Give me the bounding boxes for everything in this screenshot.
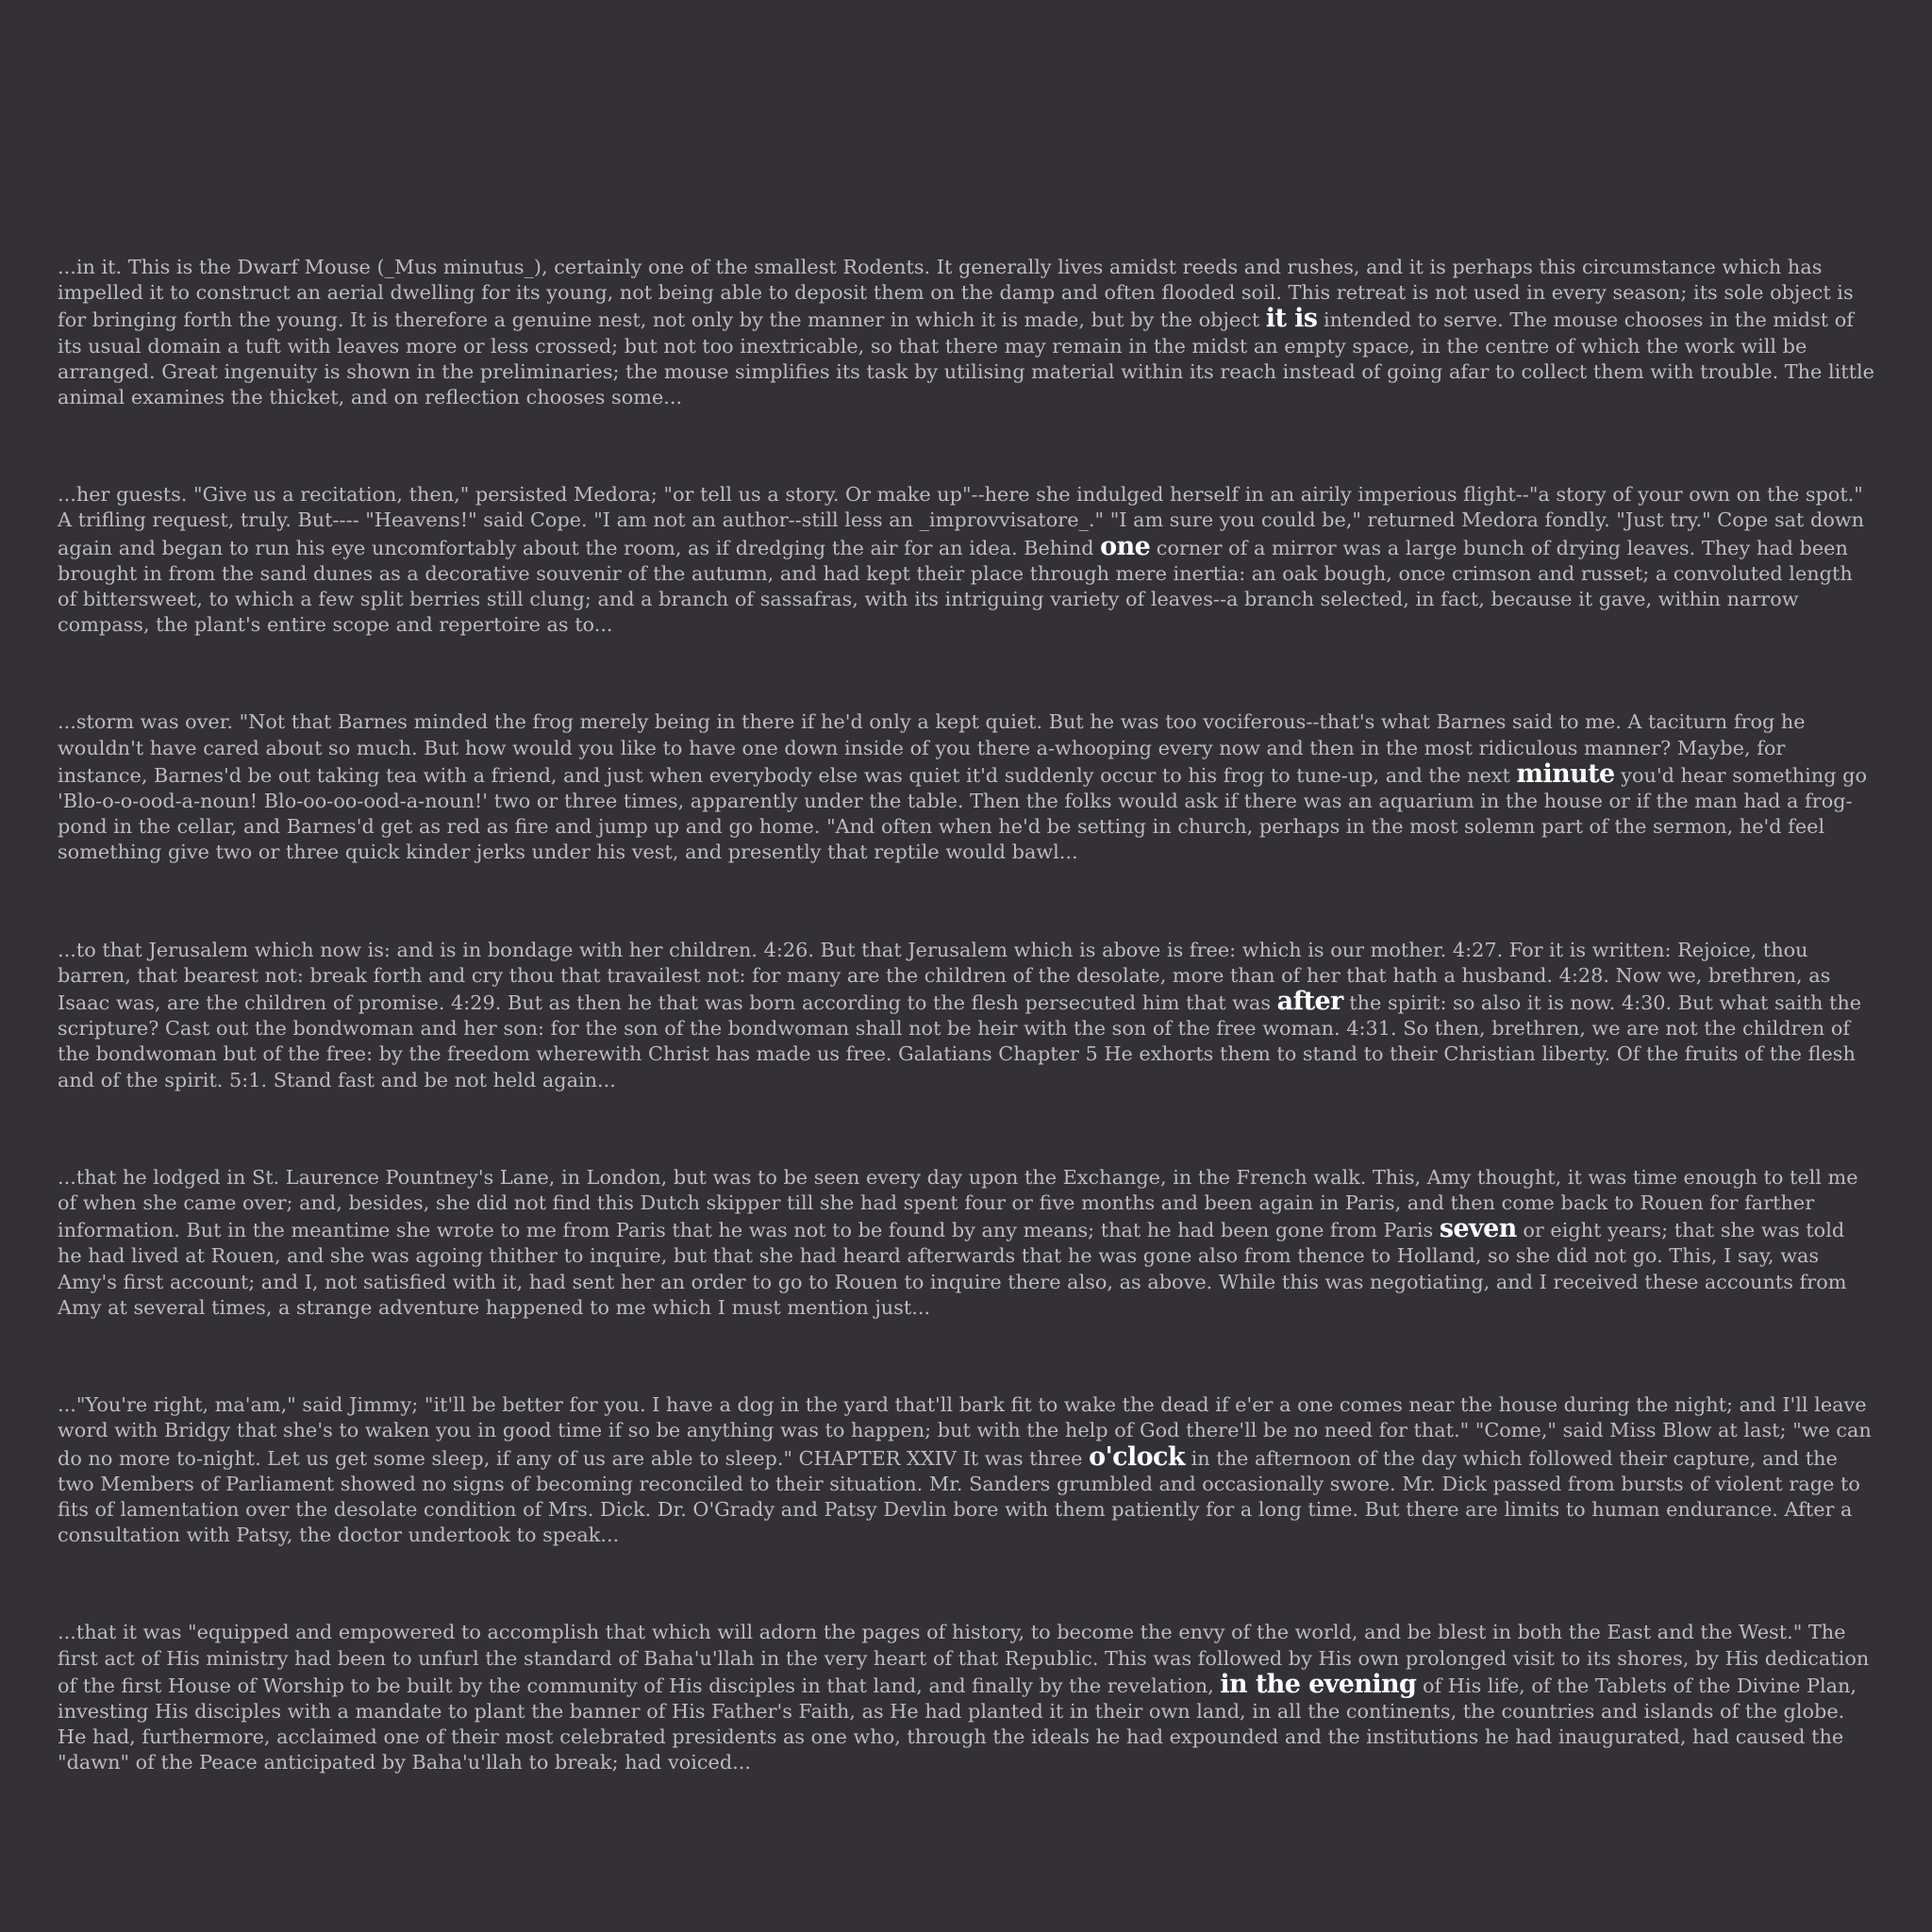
highlighted-phrase: one	[1100, 531, 1151, 561]
passage-list	[58, 255, 1874, 1848]
passage-text-before: ...to that Jerusalem which now is: and is in bondage with her children. 4:26. But that Jerusalem which is above is free: which is our mother. 4:27. For it is written: Rejoice, thou barren, that bearest not: break forth and cry thou that travailest not: for many are the children of the desolate, more than of her that hath a husband. 4:28. Now we, brethren, as Isaac was, are the children of promise. 4:29. But as then he that was born according to the flesh persecuted him that was	[58, 938, 1831, 1015]
highlighted-phrase: seven	[1439, 1214, 1517, 1244]
passage	[58, 1165, 1874, 1321]
passage-text-before: ...that it was "equipped and empowered to accomplish that which will adorn the pages of history, to become the envy of the world, and be blest in both the East and the West." The first act of His ministry had been to unfurl the standard of Baha'u'llah in the very heart of that Republic. This was followed by His own prolonged visit to its shores, by His dedication of the first House of Worship to be built by the community of His disciples in that land, and finally by the revelation,	[58, 1621, 1870, 1697]
passage-text-after: the spirit: so also it is now. 4:30. But what saith the scripture? Cast out the bondwoman and her son: for the son of the bondwoman shall not be heir with the son of the free woman. 4:31. So then, brethren, we are not the children of the bondwoman but of the free: by the freedom wherewith Christ has made us free. Galatians Chapter 5 He exhorts them to stand to their Christian liberty. Of the fruits of the flesh and of the spirit. 5:1. Stand fast and be not held again...	[58, 991, 1862, 1091]
passage-text-before: ..."You're right, ma'am," said Jimmy; "it'll be better for you. I have a dog in the yard that'll bark fit to wake the dead if e'er a one comes near the house during the night; and I'll leave word with Bridgy that she's to waken you in good time if so be anything was to happen; but with the help of God there'll be no need for that." "Come," said Miss Blow at last; "we can do no more to-night. Let us get some sleep, if any of us are able to sleep." CHAPTER XXIV It was three	[58, 1393, 1872, 1470]
passage	[58, 1620, 1874, 1775]
passage	[58, 1392, 1874, 1548]
highlighted-phrase: o'clock	[1089, 1441, 1186, 1472]
passage-text-before: ...her guests. "Give us a recitation, then," persisted Medora; "or tell us a story. Or make up"--here she indulged herself in an airily imperious flight--"a story of your own on the spot." A trifling request, truly. But---- "Heavens!" said Cope. "I am not an author--still less an _improvvisatore_." "I am sure you could be," returned Medora fondly. "Just try." Cope sat down again and began to run his eye uncomfortably about the room, as if dredging the air for an idea. Behind	[58, 483, 1865, 559]
passage-text-after: intended to serve. The mouse chooses in the midst of its usual domain a tuft with leaves more or less crossed; but not too inextricable, so that there may remain in the midst an empty space, in the centre of which the work will be arranged. Great ingenuity is shown in the preliminaries; the mouse simplifies its task by utilising material within its reach instead of going afar to collect them with trouble. The little animal examines the thicket, and on reflection chooses some...	[58, 308, 1874, 409]
passage-text-after: corner of a mirror was a large bunch of drying leaves. They had been brought in from the sand dunes as a decorative souvenir of the autumn, and had kept their place through mere inertia: an oak bough, once crimson and russet; a convoluted length of bittersweet, to which a few split berries still clung; and a branch of sassafras, with its intriguing variety of leaves--a branch selected, in fact, because it gave, within narrow compass, the plant's entire scope and repertoire as to...	[58, 536, 1853, 637]
passage-text-after: of His life, of the Tablets of the Divine Plan, investing His disciples with a mandate to plant the banner of His Father's Faith, as He had planted it in their own land, in all the continents, the countries and islands of the globe. He had, furthermore, acclaimed one of their most celebrated presidents as one who, through the ideals he had expounded and the institutions he had inaugurated, had caused the "dawn" of the Peace anticipated by Baha'u'llah to break; had voiced...	[58, 1674, 1857, 1774]
passage	[58, 255, 1874, 410]
passage	[58, 709, 1874, 865]
highlighted-phrase: after	[1276, 987, 1343, 1017]
passage-text-after: in the afternoon of the day which followed their capture, and the two Members of Parliament showed no signs of becoming reconciled to their situation. Mr. Sanders grumbled and occasionally swore. Mr. Dick passed from bursts of violent rage to fits of lamentation over the desolate condition of Mrs. Dick. Dr. O'Grady and Patsy Devlin bore with them patiently for a long time. But there are limits to human endurance. After a consultation with Patsy, the doctor undertook to speak...	[58, 1446, 1860, 1547]
passage-text-before: ...in it. This is the Dwarf Mouse (_Mus minutus_), certainly one of the smallest Rodents. It generally lives amidst reeds and rushes, and it is perhaps this circumstance which has impelled it to construct an aerial dwelling for its young, not being able to deposit them on the damp and often flooded soil. This retreat is not used in every season; its sole object is for bringing forth the young. It is therefore a genuine nest, not only by the manner in which it is made, but by the object	[58, 256, 1854, 332]
highlighted-phrase: it is	[1265, 304, 1318, 334]
passage-text-after: or eight years; that she was told he had lived at Rouen, and she was agoing thither to inquire, but that she had heard afterwards that he was gone also from thence to Holland, so she did not go. This, I say, was Amy's first account; and I, not satisfied with it, had sent her an order to go to Rouen to inquire there also, as above. While this was negotiating, and I received these accounts from Amy at several times, a strange adventure happened to me which I must mention just...	[58, 1219, 1847, 1319]
highlighted-phrase: minute	[1516, 758, 1615, 789]
passage	[58, 938, 1874, 1093]
highlighted-phrase: in the evening	[1220, 1669, 1417, 1699]
passage-text-after: you'd hear something go 'Blo-o-o-ood-a-noun! Blo-oo-oo-ood-a-noun!' two or three times, apparently under the table. Then the folks would ask if there was an aquarium in the house or if the man had a frog-pond in the cellar, and Barnes'd get as red as fire and jump up and go home. "And often when he'd be setting in church, perhaps in the most solemn part of the sermon, he'd feel something give two or three quick kinder jerks under his vest, and presently that reptile would bawl...	[58, 763, 1867, 864]
passage-text-before: ...storm was over. "Not that Barnes minded the frog merely being in there if he'd only a kept quiet. But he was too vociferous--that's what Barnes said to me. A taciturn frog he wouldn't have cared about so much. But how would you like to have one down inside of you there a-whooping every now and then in the most ridiculous manner? Maybe, for instance, Barnes'd be out taking tea with a friend, and just when everybody else was quiet it'd suddenly occur to his frog to tune-up, and the next	[58, 710, 1806, 787]
passage-text-before: ...that he lodged in St. Laurence Pountney's Lane, in London, but was to be seen every day upon the Exchange, in the French walk. This, Amy thought, it was time enough to tell me of when she came over; and, besides, she did not find this Dutch skipper till she had spent four or five months and been again in Paris, and then come back to Rouen for farther information. But in the meantime she wrote to me from Paris that he was not to be found by any means; that he had been gone from Paris	[58, 1165, 1858, 1242]
passage	[58, 482, 1874, 638]
